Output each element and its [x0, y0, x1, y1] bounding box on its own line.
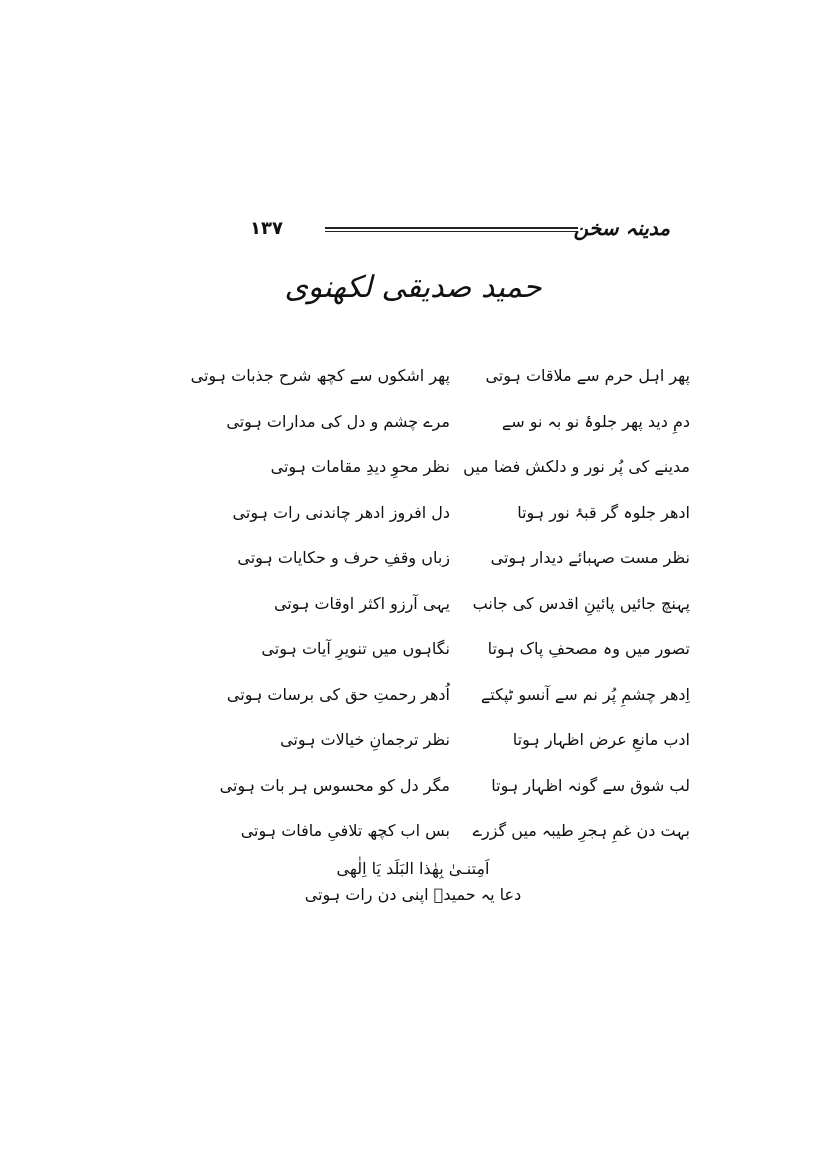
first-hemistich: نظر مست صہبائے دیدار ہوتی: [490, 548, 690, 567]
first-hemistich: مدینے کی پُر نور و دلکش فضا میں: [463, 457, 690, 476]
couplet: [250, 457, 690, 503]
second-hemistich: مگر دل کو محسوس ہر بات ہوتی: [219, 775, 450, 795]
first-hemistich: ادھر جلوہ گر قبۂ نور ہوتا: [517, 502, 690, 522]
couplet: [237, 548, 690, 594]
couplet: [190, 366, 690, 412]
couplet: [226, 411, 690, 458]
header-rule: [325, 227, 578, 232]
second-hemistich: نظر ترجمانِ خیالات ہوتی: [280, 730, 450, 749]
second-hemistich: اُدھر رحمتِ حق کی برسات ہوتی: [226, 684, 450, 704]
page-number: ۱۳۷: [250, 218, 283, 239]
book-title: مدینہ سخن: [573, 216, 670, 240]
couplet: [219, 775, 690, 822]
couplet-list: [190, 366, 690, 867]
second-hemistich: نگاہوں میں تنویرِ آیات ہوتی: [261, 639, 450, 658]
first-hemistich: اِدھر چشمِ پُر نم سے آنسو ٹپکتے: [480, 684, 690, 704]
couplet: [232, 502, 690, 549]
couplet: [250, 730, 690, 776]
second-hemistich: زباں وقفِ حرف و حکایات ہوتی: [237, 548, 450, 567]
poet-name: حمید صدیقی لکھنوی: [284, 270, 542, 305]
page-header: [250, 218, 670, 248]
second-hemistich: مرے چشم و دل کی مدارات ہوتی: [226, 411, 450, 431]
arabic-line: اَمِتنـیٰ بِھٰذا البَلَد یَا اِلٰھی: [336, 859, 490, 878]
couplet: [226, 684, 690, 731]
first-hemistich: لب شوق سے گونہ اظہار ہوتا: [491, 775, 690, 795]
second-hemistich: نظر محوِ دیدِ مقامات ہوتی: [270, 457, 450, 476]
final-dua-line: دعا یہ حمیدؔ اپنی دن رات ہوتی: [304, 885, 522, 904]
second-hemistich: یہی آرزو اکثر اوقات ہوتی: [273, 593, 450, 613]
second-hemistich: بس اب کچھ تلافیِ مافات ہوتی: [240, 821, 450, 840]
first-hemistich: ادب مانعِ عرض اظہار ہوتا: [512, 730, 690, 749]
first-hemistich: پھر اہل حرم سے ملاقات ہوتی: [485, 366, 690, 385]
couplet: [250, 594, 690, 640]
first-hemistich: دمِ دید پھر جلوۂ نو بہ نو سے: [501, 411, 690, 431]
couplet: [250, 639, 690, 685]
closing-verse: [0, 856, 826, 908]
second-hemistich: پھر اشکوں سے کچھ شرح جذبات ہوتی: [190, 366, 450, 385]
first-hemistich: بہت دن غمِ ہجرِ طیبہ میں گزرے: [472, 821, 690, 840]
first-hemistich: پہنچ جائیں پائینِ اقدس کی جانب: [472, 593, 690, 613]
first-hemistich: تصور میں وہ مصحفِ پاک ہوتا: [487, 639, 690, 658]
second-hemistich: دل افروز ادھر چاندنی رات ہوتی: [232, 502, 450, 522]
